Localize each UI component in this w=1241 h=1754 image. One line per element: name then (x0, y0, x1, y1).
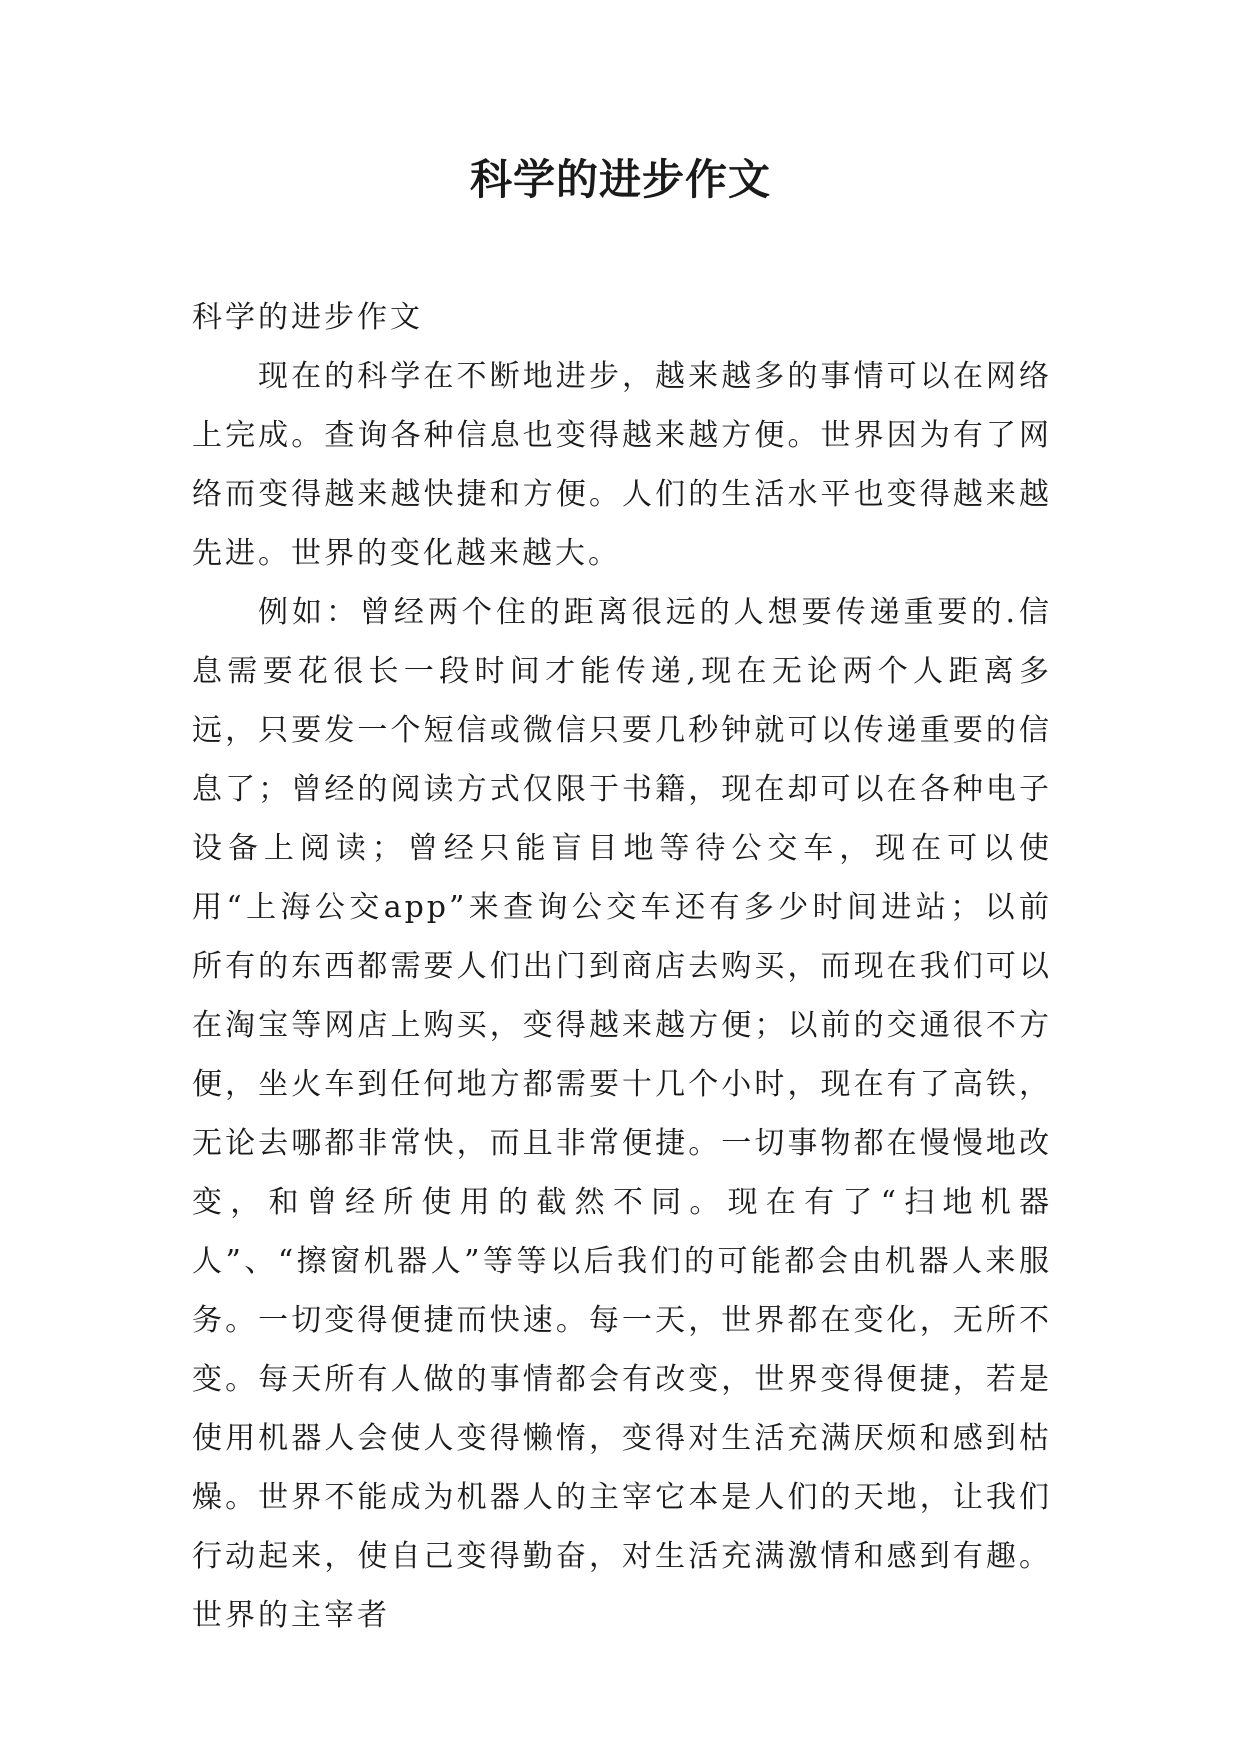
document-body (192, 288, 1052, 1645)
paragraph-1: 现在的科学在不断地进步，越来越多的事情可以在网络上完成。查询各种信息也变得越来越方便。世界因为有了网络而变得越来越快捷和方便。人们的生活水平也变得越来越先进。世界的变化越来越大。 (192, 359, 1052, 571)
page-title: 科学的进步作文 (469, 155, 771, 204)
paragraph-2: 例如：曾经两个住的距离很远的人想要传递重要的.信息需要花很长一段时间才能传递,现在无论两个人距离多远，只要发一个短信或微信只要几秒钟就可以传递重要的信息了；曾经的阅读方式仅限于书籍，现在却可以在各种电子设备上阅读；曾经只能盲目地等待公交车，现在可以使用“上海公交app”来查询公交车还有多少时间进站；以前所有的东西都需要人们出门到商店去购买，而现在我们可以在淘宝等网店上购买，变得越来越方便；以前的交通很不方便，坐火车到任何地方都需要十几个小时，现在有了高铁，无论去哪都非常快，而且非常便捷。一切事物都在慢慢地改变，和曾经所使用的截然不同。现在有了“扫地机器人”、“擦窗机器人”等等以后我们的可能都会由机器人来服务。一切变得便捷而快速。每一天，世界都在变化，无所不变。每天所有人做的事情都会有改变，世界变得便捷，若是使用机器人会使人变得懒惰，变得对生活充满厌烦和感到枯燥。世界不能成为机器人的主宰它本是人们的天地，让我们行动起来，使自己变得勤奋，对生活充满激情和感到有趣。世界的主宰者 (192, 595, 1052, 1633)
document-subtitle: 科学的进步作文 (192, 300, 423, 335)
